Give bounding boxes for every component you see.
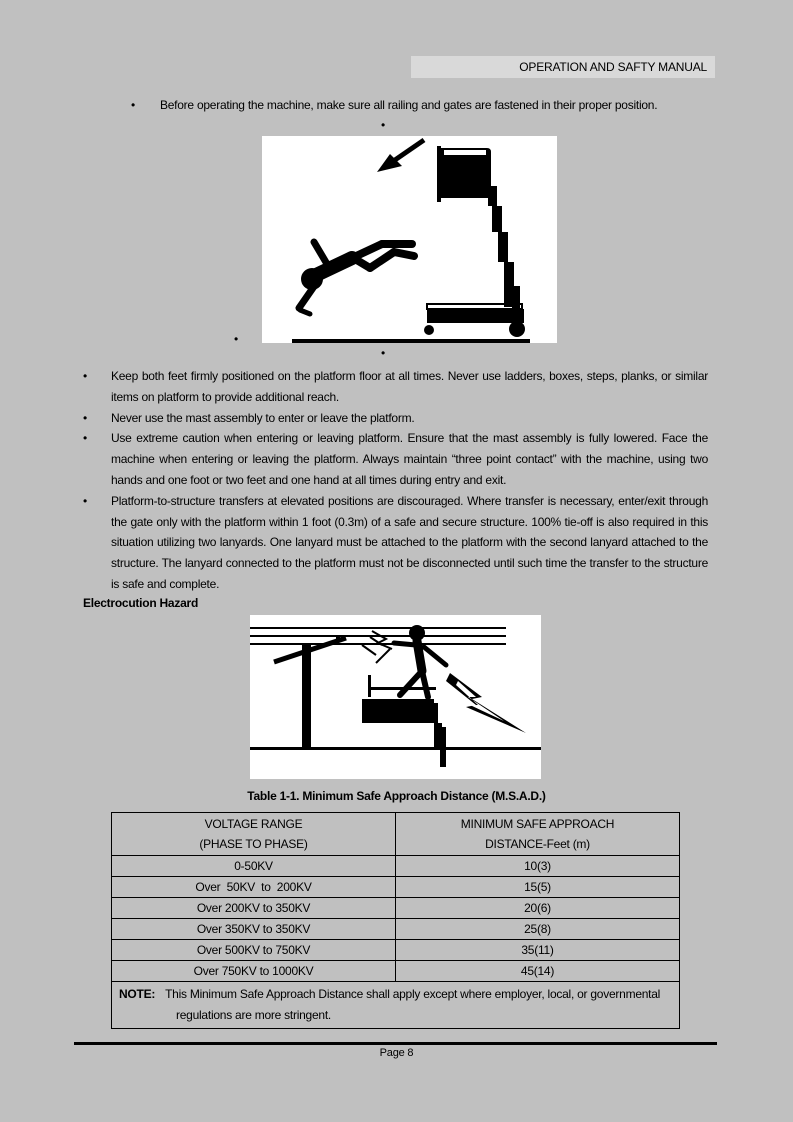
min-safe-distance-header [396,813,680,856]
falling-person-icon [299,242,414,314]
stray-bullet-dot: • [234,332,239,346]
ground-line [250,747,541,750]
header-bar [411,56,715,78]
note-label: NOTE: [119,987,156,1001]
distance-cell: 45(14) [396,961,680,982]
table-row [112,940,680,961]
bullet-dot: • [131,98,135,112]
electrocution-hazard-figure [250,615,541,779]
voltage-range-header [112,813,396,856]
section-title: Electrocution Hazard [83,596,199,610]
table-row [112,961,680,982]
table-row [112,898,680,919]
note-text-line1: This Minimum Safe Approach Distance shall apply except where employer, local, or governmental [165,987,661,1001]
min-safe-approach-label: MINIMUM SAFE APPROACH [460,817,615,831]
stray-bullet-dot: • [381,346,386,360]
distance-cell: 10(3) [396,856,680,877]
distance-cell: 25(8) [396,919,680,940]
voltage-cell: 0-50KV [112,856,396,877]
distance-cell: 20(6) [396,898,680,919]
voltage-cell: Over 750KV to 1000KV [112,961,396,982]
page-number: Page 8 [379,1047,414,1059]
distance-cell: 35(11) [396,940,680,961]
lightning-bolt-icon [446,673,526,733]
distance-cell: 15(5) [396,877,680,898]
intro-bullet-text: Before operating the machine, make sure all railing and gates are fastened in their proper position. [160,98,658,112]
list-item: • Never use the mast assembly to enter or leave the platform. [83,408,708,429]
voltage-cell: Over 50KV to 200KV [112,877,396,898]
table-row [112,919,680,940]
note-text-line2: regulations are more stringent. [176,1008,331,1022]
ground-line [292,339,530,343]
voltage-cell: Over 200KV to 350KV [112,898,396,919]
phase-to-phase-label: (PHASE TO PHASE) [199,837,308,851]
distance-feet-label: DISTANCE-Feet (m) [485,837,590,851]
table-row [112,877,680,898]
electrocution-illustration [250,615,541,779]
table-caption: Table 1-1. Minimum Safe Approach Distance (M.S.A.D.) [247,789,546,803]
mast-lift-icon [424,146,525,337]
table-note-row [112,982,680,1029]
footer-rule [74,1042,717,1045]
table-header-row [112,813,680,856]
voltage-cell: Over 350KV to 350KV [112,919,396,940]
fall-hazard-illustration [262,136,557,343]
voltage-range-label: VOLTAGE RANGE [204,817,303,831]
worker-on-lift-icon [362,625,446,767]
safety-bullet-list [83,366,708,595]
voltage-cell: Over 500KV to 750KV [112,940,396,961]
list-item: • Platform-to-structure transfers at elevated positions are discouraged. Where transfer is necessary, enter/exit through the gate only with the platform within 1 foot (0.3m) of a safe and secure structure. 100% tie-off is also required in this situation utilizing two lanyards. One lanyard must be attached to the platform with the second lanyard attached to the structure. The lanyard connected to the platform must not be disconnected until such time the transfer to the structure is safe and complete. [83,491,708,595]
list-item: • Use extreme caution when entering or leaving platform. Ensure that the mast assembly is fully lowered. Face the machine when entering or leaving the platform. Always maintain “three point contact” with the machine, using two hands and one foot or two feet and one hand at all times during entry and exit. [83,428,708,490]
arrow-down-left-icon [377,140,424,172]
manual-title: OPERATION AND SAFTY MANUAL [519,60,707,74]
table-note [112,982,680,1029]
table-row [112,856,680,877]
utility-pole-icon [274,636,346,749]
stray-bullet-dot: • [381,118,386,132]
list-item: • Keep both feet firmly positioned on the platform floor at all times. Never use ladders, boxes, steps, planks, or similar items on platform to provide additional reach. [83,366,708,408]
msad-table [111,812,680,1029]
fall-hazard-figure [262,136,557,343]
